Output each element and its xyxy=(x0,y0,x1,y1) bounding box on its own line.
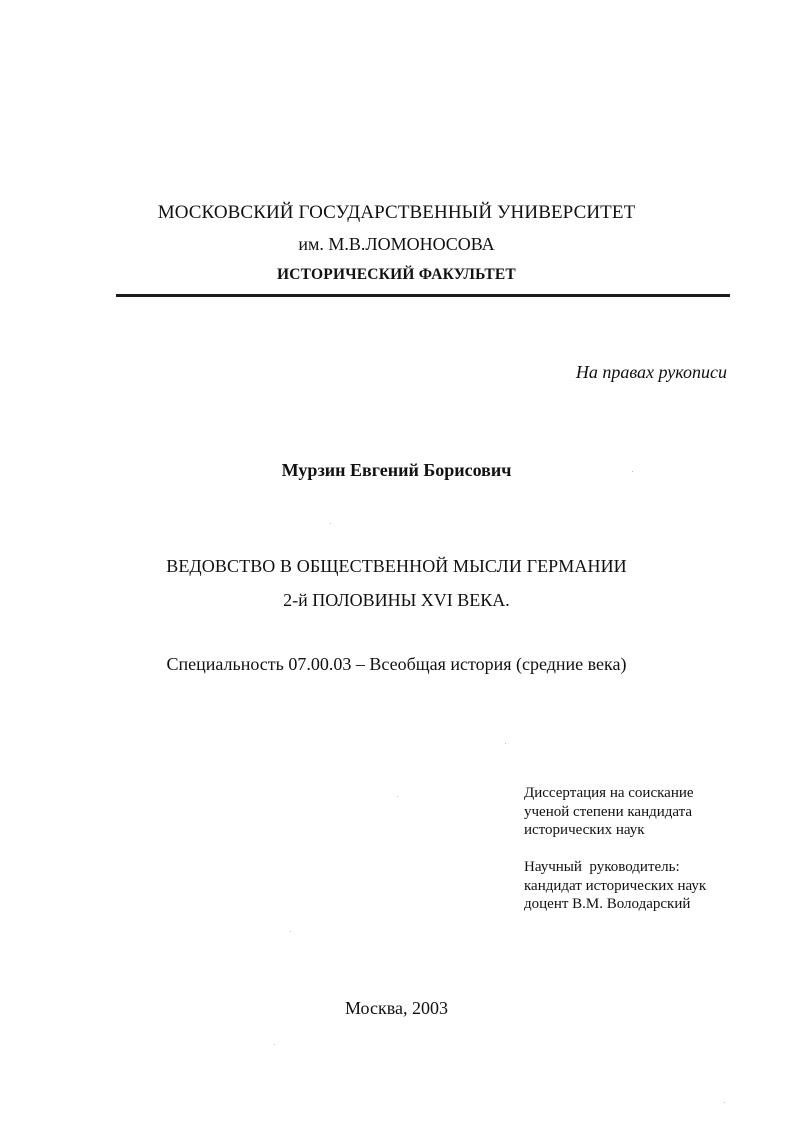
scan-speck xyxy=(274,1044,275,1045)
city-and-year: Москва, 2003 xyxy=(345,998,448,1018)
dissertation-note xyxy=(524,784,694,840)
supervisor-note-line-3: доцент В.М. Володарский xyxy=(524,896,691,912)
supervisor-note-line-2: кандидат исторических наук xyxy=(524,877,707,894)
scan-speck xyxy=(290,931,291,932)
specialty-line: Специальность 07.00.03 – Всеобщая история (средние века) xyxy=(166,654,627,674)
author-name: Мурзин Евгений Борисович xyxy=(281,460,512,480)
dissertation-note-line-2: ученой степени кандидата xyxy=(524,803,693,820)
dissertation-note-line-1: Диссертация на соискание xyxy=(524,785,694,801)
university-named-after: им. М.В.ЛОМОНОСОВА xyxy=(298,234,495,254)
scan-speck xyxy=(505,743,506,744)
supervisor-note-line-1: Научный руководитель: xyxy=(524,859,680,875)
scan-speck xyxy=(397,796,398,797)
dissertation-title-line-2: 2-й ПОЛОВИНЫ XVI ВЕКА. xyxy=(283,590,510,610)
header-divider xyxy=(116,294,730,297)
scan-speck xyxy=(724,1102,725,1103)
manuscript-note: На правах рукописи xyxy=(575,362,727,382)
dissertation-title-line-1: ВЕДОВСТВО В ОБЩЕСТВЕННОЙ МЫСЛИ ГЕРМАНИИ xyxy=(166,556,627,576)
university-name: МОСКОВСКИЙ ГОСУДАРСТВЕННЫЙ УНИВЕРСИТЕТ xyxy=(157,202,636,223)
scan-speck xyxy=(632,471,633,472)
dissertation-note-line-3: исторических наук xyxy=(524,822,645,838)
scan-speck xyxy=(330,523,331,524)
faculty-name: ИСТОРИЧЕСКИЙ ФАКУЛЬТЕТ xyxy=(277,266,516,283)
supervisor-note xyxy=(524,858,706,914)
